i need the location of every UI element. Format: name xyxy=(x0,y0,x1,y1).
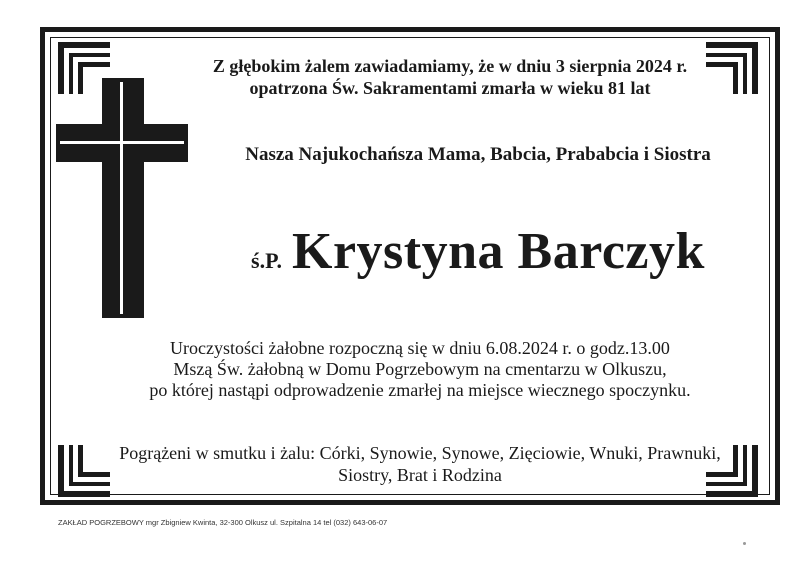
mourners-line-2: Siostry, Brat i Rodzina xyxy=(338,465,502,485)
intro-line-1: Z głębokim żalem zawiadamiamy, że w dniu 3 sierpnia 2024 r. xyxy=(212,56,688,76)
deceased-name-row xyxy=(188,222,768,281)
ceremony-line-1: Uroczystości żałobne rozpoczną się w dniu 6.08.2024 r. o godz.13.00 xyxy=(170,338,670,358)
ceremony-line-2: Mszą Św. żałobną w Domu Pogrzebowym na cmentarzu w Olkuszu, xyxy=(173,359,667,379)
latin-cross-icon xyxy=(56,78,188,318)
intro-line-2: opatrzona Św. Sakramentami zmarła w wieku 81 lat xyxy=(249,78,651,98)
name-prefix: ś.P. xyxy=(251,248,283,273)
corner-ornament-top-right-icon xyxy=(694,36,764,106)
mourners-line-1: Pogrążeni w smutku i żalu: Córki, Synowie, Synowe, Zięciowie, Wnuki, Prawnuki, xyxy=(119,443,721,463)
scan-speck xyxy=(743,542,746,545)
deceased-name: Krystyna Barczyk xyxy=(292,223,705,280)
funeral-home-footer: ZAKŁAD POGRZEBOWY mgr Zbigniew Kwinta, 32-300 Olkusz ul. Szpitalna 14 tel (032) 643-06-07 xyxy=(58,518,388,527)
relations-line: Nasza Najukochańsza Mama, Babcia, Prababcia i Siostra xyxy=(245,144,711,165)
ceremony-line-3: po której nastąpi odprowadzenie zmarłej na miejsce wiecznego spoczynku. xyxy=(149,380,691,400)
